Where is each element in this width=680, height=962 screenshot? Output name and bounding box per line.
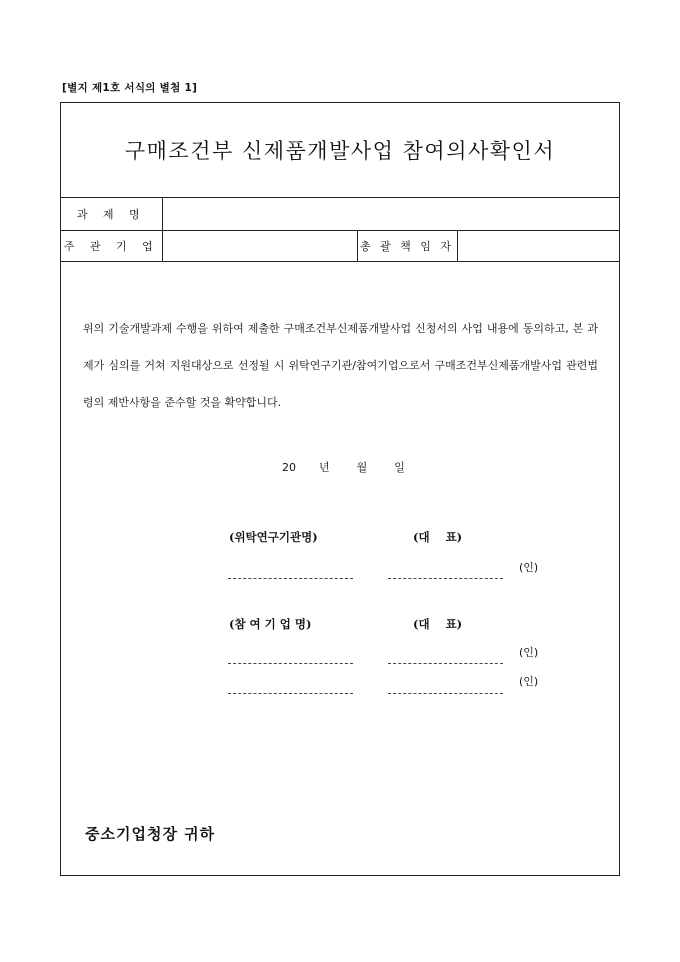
lead-company-row xyxy=(61,230,619,261)
task-name-label: 과 제 명 xyxy=(61,198,162,230)
seal-mark-1: (인) xyxy=(519,561,539,574)
date-year-label: 년 xyxy=(319,461,330,474)
date-year-prefix: 20 xyxy=(282,461,296,474)
info-table xyxy=(61,198,619,262)
manager-label: 총 괄 책 임 자 xyxy=(357,230,457,261)
consign-org-signature-line xyxy=(228,578,353,579)
manager-field[interactable] xyxy=(457,230,619,261)
task-name-field[interactable] xyxy=(162,198,619,230)
representative-label-2: (대 표) xyxy=(413,617,463,631)
participant-label: (참 여 기 업 명) xyxy=(229,617,312,631)
date-day-label: 일 xyxy=(394,461,405,474)
form-reference: [별지 제1호 서식의 별첨 1] xyxy=(62,82,198,94)
participant-signature-line-2 xyxy=(228,693,353,694)
task-name-row xyxy=(61,198,619,230)
representative-label-1: (대 표) xyxy=(413,530,463,544)
consign-org-label: (위탁연구기관명) xyxy=(229,530,318,544)
consent-paragraph: 위의 기술개발과제 수행을 위하여 제출한 구매조건부신제품개발사업 신청서의 사업 내용에 동의하고, 본 과제가 심의를 거쳐 지원대상으로 선정될 시 위탁연구기관/참여기업으로서 구매조건부신제품개발사업 관련법령의 제반사항을 준수할 것을 확약합니다. xyxy=(83,322,598,409)
recipient: 중소기업청장 귀하 xyxy=(85,825,216,843)
lead-company-label: 주 관 기 업 xyxy=(61,230,162,261)
representative-signature-line-3 xyxy=(388,693,503,694)
representative-signature-line-2 xyxy=(388,663,503,664)
document-title: 구매조건부 신제품개발사업 참여의사확인서 xyxy=(61,103,619,198)
date-month-label: 월 xyxy=(356,461,368,474)
lead-company-field[interactable] xyxy=(162,230,357,261)
date-line xyxy=(282,459,405,475)
seal-mark-2: (인) xyxy=(519,646,539,659)
seal-mark-3: (인) xyxy=(519,675,539,688)
form-frame xyxy=(60,102,620,876)
representative-signature-line-1 xyxy=(388,578,503,579)
participant-signature-line-1 xyxy=(228,663,353,664)
